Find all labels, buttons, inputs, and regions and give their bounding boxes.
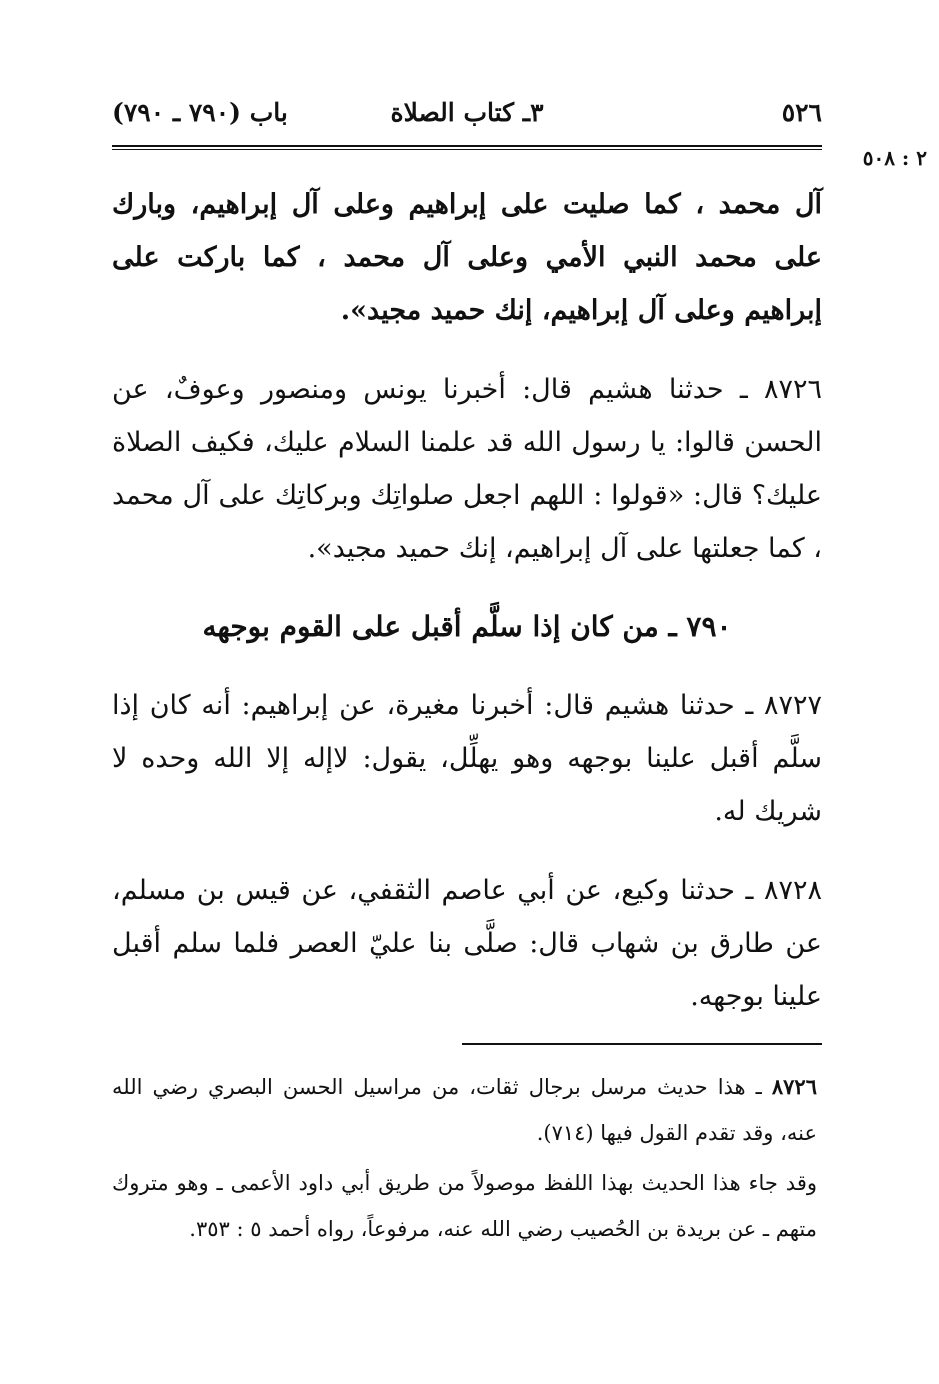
footnote-item	[112, 1160, 817, 1252]
header-divider	[112, 145, 822, 150]
main-text	[112, 178, 822, 1049]
footnote-item	[112, 1064, 817, 1156]
footnotes	[112, 1064, 817, 1256]
book-title: ٣ـ كتاب الصلاة	[390, 98, 544, 127]
footnote-text: وقد جاء هذا الحديث بهذا اللفظ موصولاً من طريق أبي داود الأعمى ـ وهو متروك متهم ـ عن بريدة بن الحُصيب رضي الله عنه، مرفوعاً، رواه أحمد ٥ : ٣٥٣.	[112, 1171, 817, 1241]
hadith-8726: ٨٧٢٦ ـ حدثنا هشيم قال: أخبرنا يونس ومنصور وعوفٌ، عن الحسن قالوا: يا رسول الله قد علمنا السلام عليك، فكيف الصلاة عليك؟ قال: «قولوا : اللهم اجعل صلواتِك وبركاتِك على آل محمد ، كما جعلتها على آل إبراهيم، إنك حميد مجيد».	[112, 374, 822, 564]
footnote-divider	[462, 1043, 822, 1045]
footnote-text: ـ هذا حديث مرسل برجال ثقات، من مراسيل الحسن البصري رضي الله عنه، وقد تقدم القول فيها (٧١٤).	[112, 1075, 817, 1145]
chapter-range: باب (٧٩٠ ـ ٧٩٠)	[112, 98, 288, 127]
page-number: ٥٢٦	[781, 98, 822, 127]
hadith-8727: ٨٧٢٧ ـ حدثنا هشيم قال: أخبرنا مغيرة، عن إبراهيم: أنه كان إذا سلَّم أقبل علينا بوجهه وهو يهلِّل، يقول: لاإله إلا الله وحده لا شريك له.	[112, 690, 823, 827]
running-header	[112, 98, 822, 138]
section-heading: ٧٩٠ ـ من كان إذا سلَّم أقبل على القوم بوجهه	[202, 610, 732, 643]
hadith-continuation: آل محمد ، كما صليت على إبراهيم وعلى آل إبراهيم، وبارك على محمد النبي الأمي وعلى آل محمد ، كما باركت على إبراهيم وعلى آل إبراهيم، إنك حميد مجيد».	[112, 189, 822, 326]
margin-reference: ٢ : ٥٠٨	[862, 146, 927, 170]
hadith-8728: ٨٧٢٨ ـ حدثنا وكيع، عن أبي عاصم الثقفي، عن قيس بن مسلم، عن طارق بن شهاب قال: صلَّى بنا عليّ العصر فلما سلم أقبل علينا بوجهه.	[112, 875, 822, 1012]
footnote-number: ٨٧٢٦	[771, 1074, 817, 1099]
